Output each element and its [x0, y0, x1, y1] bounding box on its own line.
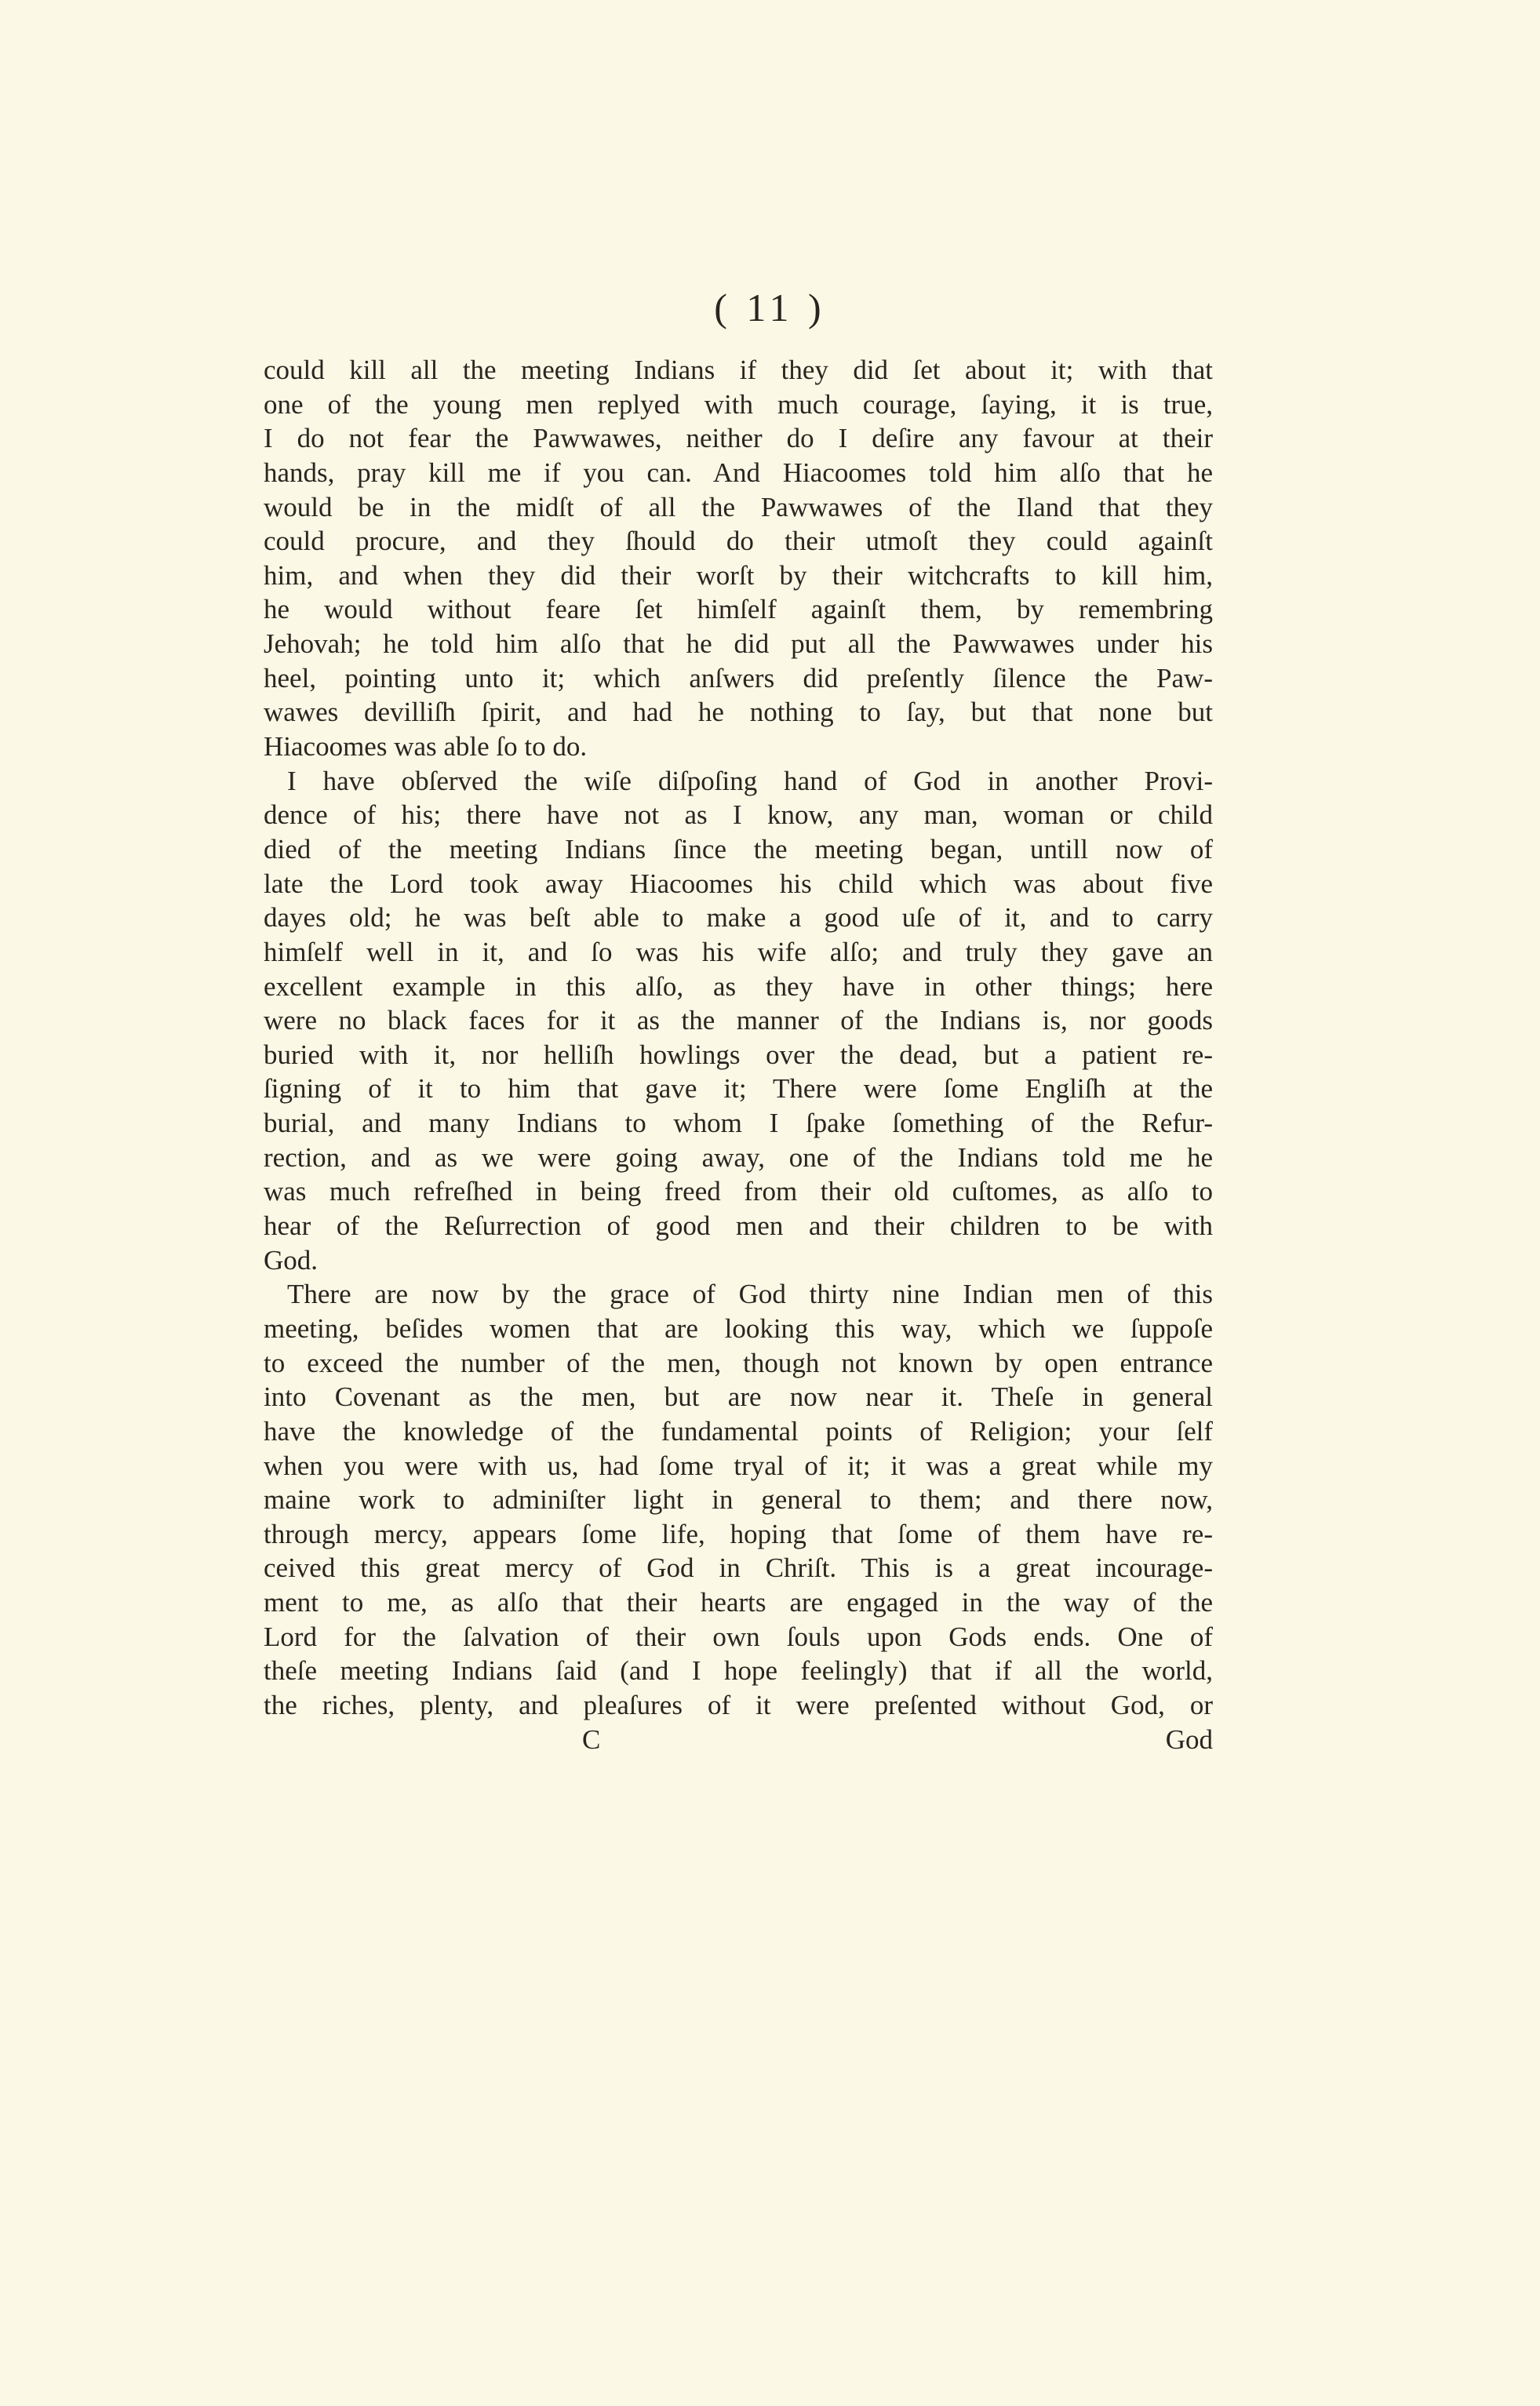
text-line: would be in the midſt of all the Pawwawes of the Iland that they: [264, 491, 1213, 522]
text-line: dayes old; he was beſt able to make a good uſe of it, and to carry: [264, 902, 1213, 934]
text-line: God.: [264, 1244, 319, 1276]
text-line: I do not fear the Pawwawes, neither do I deſire any favour at their: [264, 423, 1213, 454]
text-line: himſelf well in it, and ſo was his wife alſo; and truly they gave an: [264, 936, 1213, 967]
body-text: [264, 353, 1213, 1756]
text-line: have the knowledge of the fundamental points of Religion; your ſelf: [264, 1415, 1213, 1447]
text-line: Hiacoomes was able ſo to do.: [264, 731, 588, 763]
text-line: There are now by the grace of God thirty nine Indian men of this: [287, 1279, 1213, 1310]
text-line: I have obſerved the wiſe diſpoſing hand of God in another Provi-: [287, 765, 1213, 796]
text-line: to exceed the number of the men, though not known by open entrance: [264, 1347, 1213, 1378]
text-line: heel, pointing unto it; which anſwers did preſently ſilence the Paw-: [264, 662, 1213, 693]
text-line: wawes devilliſh ſpirit, and had he nothing to ſay, but that none but: [264, 697, 1213, 728]
text-line: burial, and many Indians to whom I ſpake ſomething of the Refur-: [264, 1108, 1213, 1139]
text-line: died of the meeting Indians ſince the meeting began, untill now of: [264, 833, 1213, 864]
text-line: he would without feare ſet himſelf againſt them, by remembring: [264, 594, 1213, 625]
text-line: could kill all the meeting Indians if they did ſet about it; with that: [264, 355, 1213, 385]
catchword: God: [1165, 1724, 1213, 1755]
text-line: Jehovah; he told him alſo that he did put all the Pawwawes under his: [264, 628, 1213, 660]
page-footer: [264, 1723, 1213, 1757]
text-line: was much refreſhed in being freed from their old cuſtomes, as alſo to: [264, 1176, 1213, 1207]
signature-mark: C: [582, 1724, 601, 1755]
text-line: the riches, plenty, and pleaſures of it were preſented without God, or: [264, 1689, 1213, 1720]
text-line: ceived this great mercy of God in Chriſt. This is a great incourage-: [264, 1552, 1213, 1584]
text-line: through mercy, appears ſome life, hoping that ſome of them have re-: [264, 1518, 1213, 1549]
text-line: into Covenant as the men, but are now near it. Theſe in general: [264, 1381, 1213, 1413]
text-line: meeting, beſides women that are looking this way, which we ſuppoſe: [264, 1312, 1213, 1344]
text-line: were no black faces for it as the manner of the Indians is, nor goods: [264, 1005, 1213, 1036]
text-line: could procure, and they ſhould do their utmoſt they could againſt: [264, 526, 1213, 557]
text-line: hear of the Reſurrection of good men and their children to be with: [264, 1210, 1213, 1242]
text-line: buried with it, nor helliſh howlings over the dead, but a patient re-: [264, 1039, 1213, 1070]
text-line: maine work to adminiſter light in general to them; and there now,: [264, 1484, 1213, 1516]
text-line: late the Lord took away Hiacoomes his child which was about five: [264, 868, 1213, 899]
text-line: ſigning of it to him that gave it; There were ſome Engliſh at the: [264, 1073, 1213, 1105]
text-line: ment to me, as alſo that their hearts are engaged in the way of the: [264, 1587, 1213, 1618]
text-line: him, and when they did their worſt by their witchcrafts to kill him,: [264, 559, 1213, 591]
text-line: rection, and as we were going away, one of the Indians told me he: [264, 1141, 1213, 1173]
text-line: dence of his; there have not as I know, any man, woman or child: [264, 799, 1213, 831]
text-line: Lord for the ſalvation of their own ſouls upon Gods ends. One of: [264, 1621, 1213, 1652]
page-number: ( 11 ): [714, 286, 826, 329]
text-line: theſe meeting Indians ſaid (and I hope feelingly) that if all the world,: [264, 1655, 1213, 1687]
text-line: excellent example in this alſo, as they have in other things; here: [264, 970, 1213, 1002]
text-line: when you were with us, had ſome tryal of it; it was a great while my: [264, 1450, 1213, 1481]
text-line: one of the young men replyed with much courage, ſaying, it is true,: [264, 388, 1213, 420]
text-line: hands, pray kill me if you can. And Hiacoomes told him alſo that he: [264, 457, 1213, 488]
